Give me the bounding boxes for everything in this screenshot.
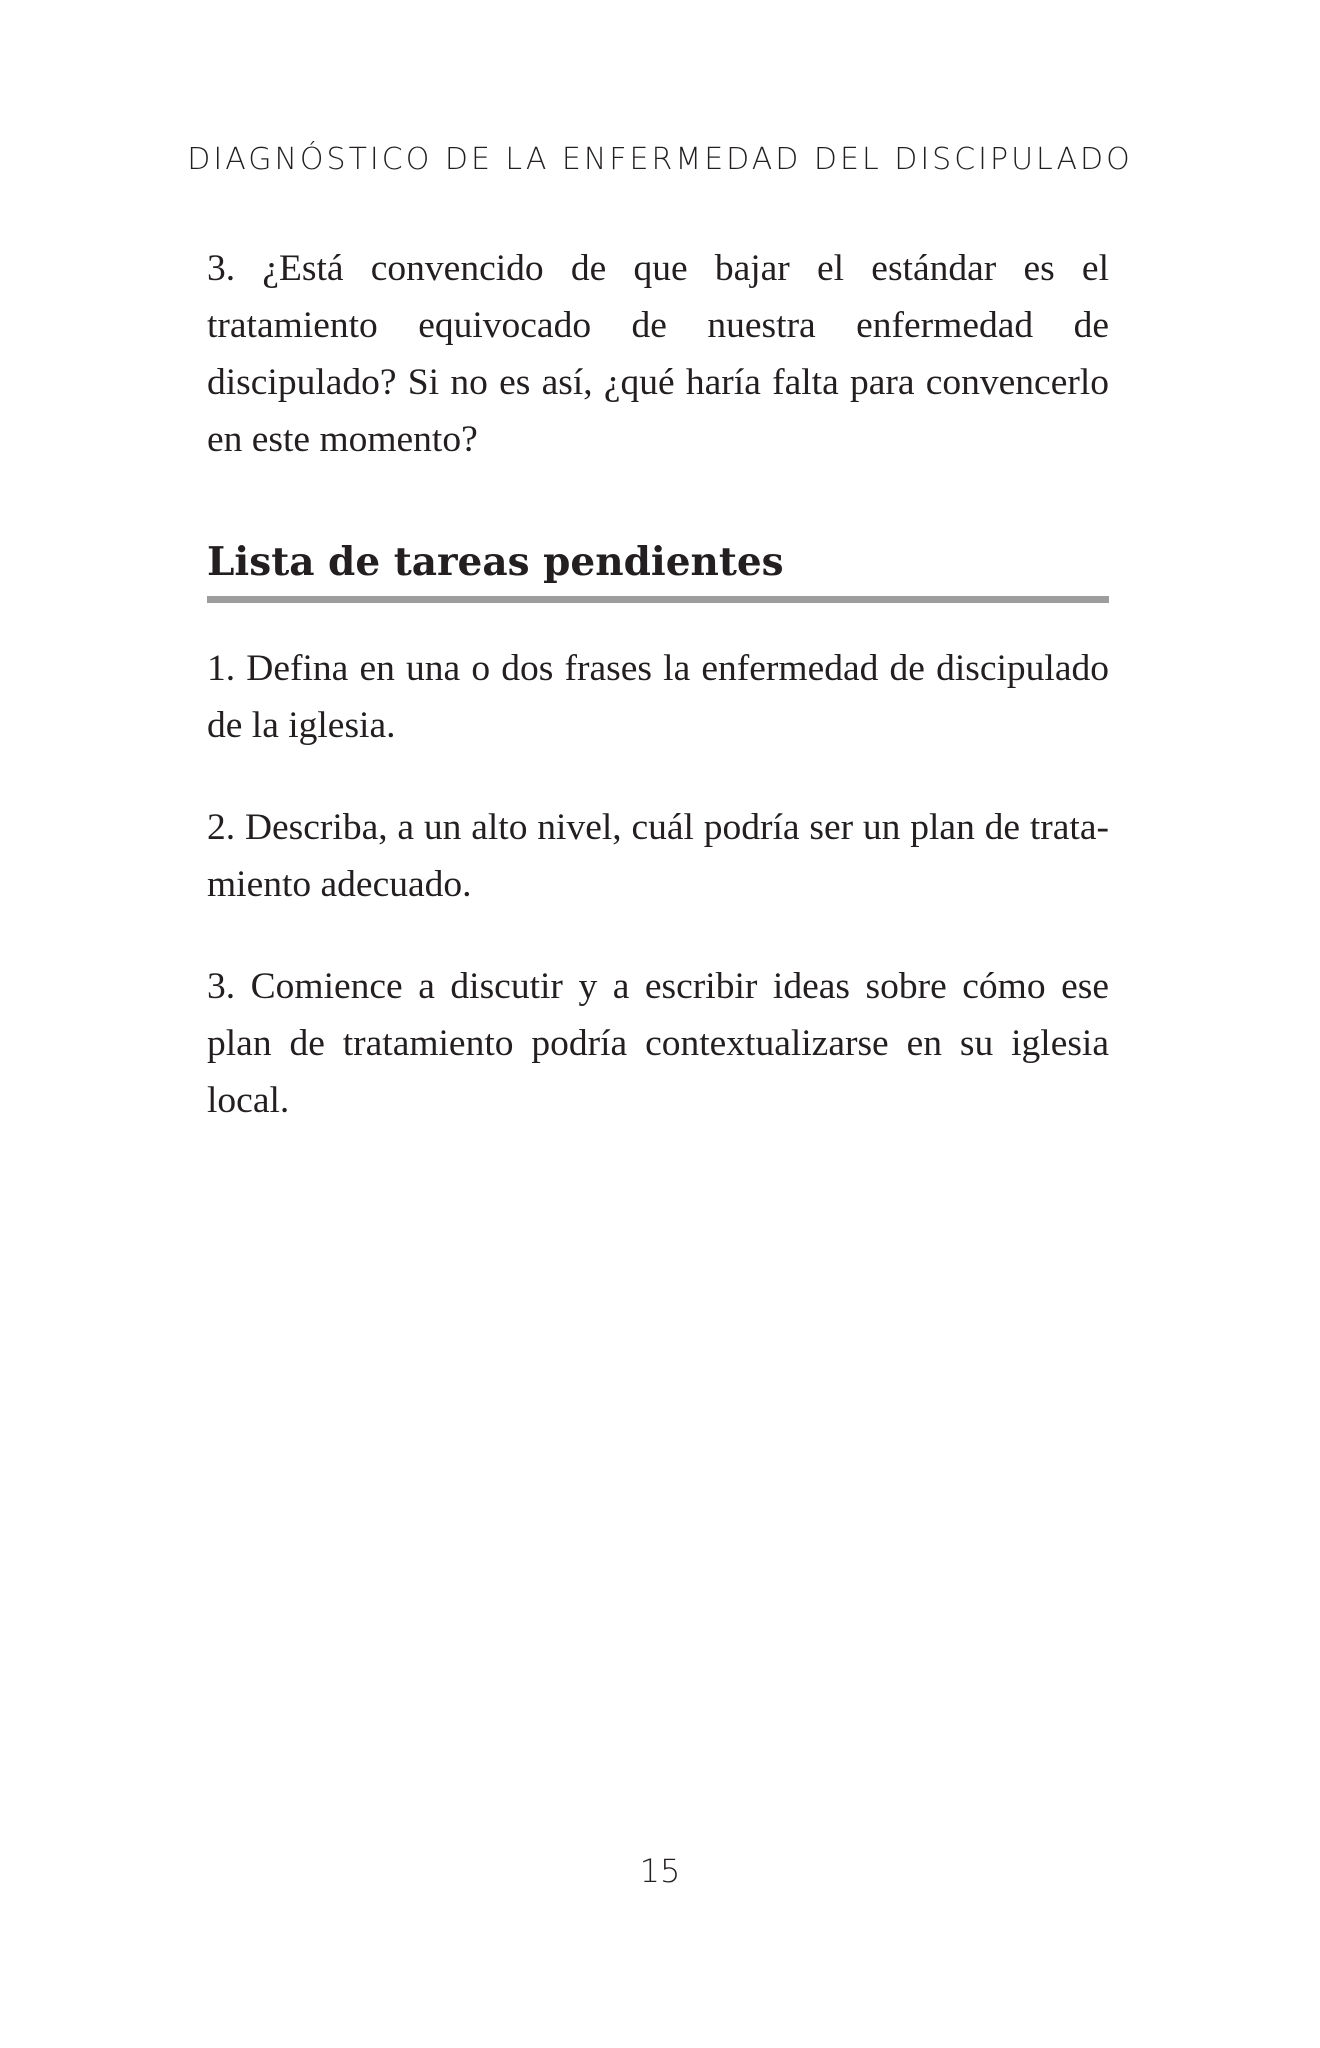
page-number: 15 xyxy=(639,1852,681,1890)
task-item-2: 2. Describa, a un alto nivel, cuál podría ser un plan de tratamiento adecuado. xyxy=(207,807,1109,905)
running-header: DIAGNÓSTICO DE LA ENFERMEDAD DEL DISCIPULADO xyxy=(187,142,1133,177)
heading-rule xyxy=(207,596,1109,603)
section-heading: Lista de tareas pendientes xyxy=(207,539,784,585)
task-item-1: 1. Defina en una o dos frases la enfermedad de discipulado de la iglesia. xyxy=(207,648,1109,746)
task-item-3: 3. Comience a discutir y a escribir ideas sobre cómo ese plan de tratamiento podría contextualizarse en su iglesia local. xyxy=(207,966,1109,1121)
question-3: 3. ¿Está convencido de que bajar el estándar es el tratamiento equivocado de nuestra enfermedad de discipulado? Si no es así, ¿qué haría falta para convencerlo en este momento? xyxy=(207,248,1109,460)
